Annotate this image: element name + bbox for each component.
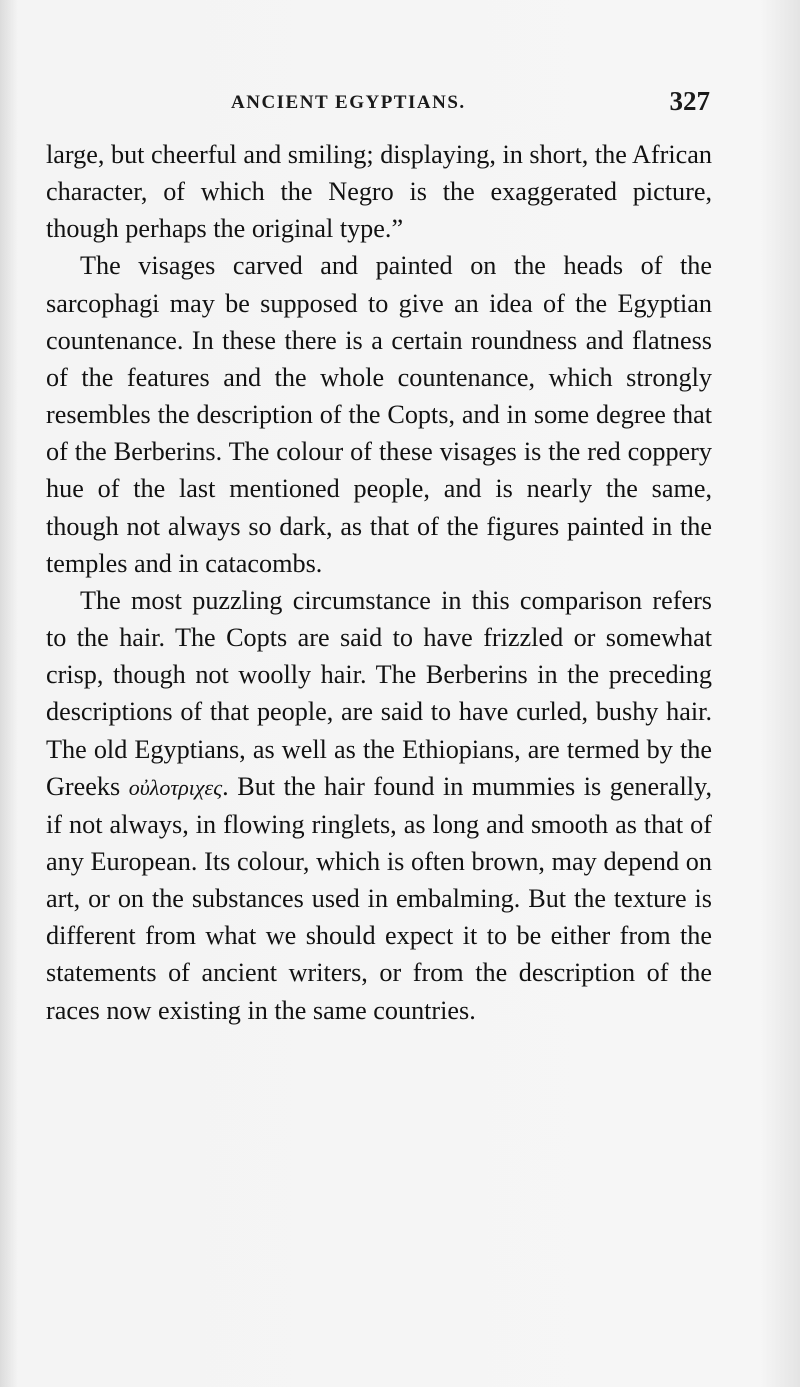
running-title: ANCIENT EGYPTIANS. <box>231 92 466 113</box>
page-header <box>46 86 710 126</box>
paragraph-continued: large, but cheerful and smiling; displaying, in short, the African character, of which the Negro is the exaggerated picture, though perhaps the original type.” <box>46 140 712 244</box>
greek-word: οὐλοτριχες <box>128 774 223 800</box>
body-text <box>46 136 712 1029</box>
page-number: 327 <box>669 86 710 116</box>
paragraph-hair-part-1: The most puzzling circumstance in this comparison refers to the hair. The Copts are said to have frizzled or somewhat crisp, though not woolly hair. The Berberins in the preceding descriptions of that people, are said to have curled, bushy hair. The old Egyptians, as well as the Ethiopians, are termed by the Greeks <box>46 585 712 801</box>
paragraph-hair-part-2: . But the hair found in mummies is generally, if not always, in flowing ringlets, as long and smooth as that of any European. Its colour, which is often brown, may depend on art, or on the substances used in embalming. But the texture is different from what we should expect it to be either from the statements of ancient writers, or from the description of the races now existing in the same countries. <box>46 771 712 1025</box>
paragraph-hair <box>46 582 712 1029</box>
paragraph-visages: The visages carved and painted on the heads of the sarcophagi may be supposed to give an idea of the Egyptian countenance. In these there is a certain roundness and flatness of the features and the whole countenance, which strongly resembles the description of the Copts, and in some degree that of the Berberins. The colour of these visages is the red coppery hue of the last mentioned people, and is nearly the same, though not always so dark, as that of the figures painted in the temples and in catacombs. <box>46 251 712 578</box>
